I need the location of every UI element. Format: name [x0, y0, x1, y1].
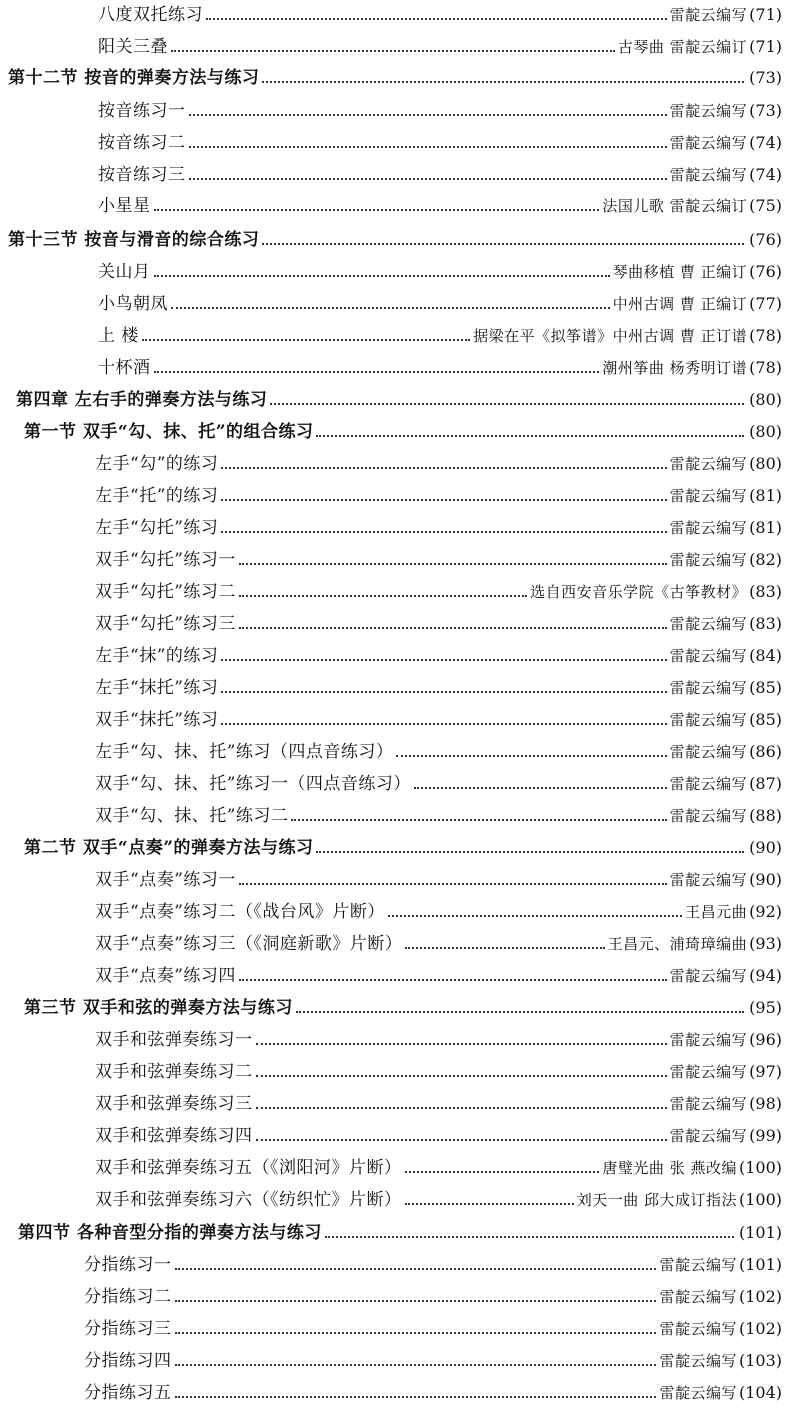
dot-leader — [239, 979, 667, 981]
entry-credit: 雷靛云编写 — [669, 807, 748, 825]
page-number: (101) — [738, 1255, 782, 1274]
toc-entry — [0, 1282, 790, 1308]
page-number: (80) — [749, 454, 782, 473]
entry-right — [670, 613, 782, 635]
dot-leader — [388, 915, 682, 917]
page-number: (100) — [738, 1190, 782, 1209]
entry-right — [747, 229, 782, 251]
dot-leader — [221, 467, 666, 469]
entry-title: 双手“点奏”练习二（《战台风》片断） — [95, 902, 385, 922]
entry-right — [602, 195, 782, 217]
entry-right — [613, 261, 782, 283]
toc-section — [0, 993, 790, 1019]
entry-title: 按音练习一 — [98, 101, 186, 121]
entry-credit: 雷靛云编写 — [669, 455, 748, 473]
entry-title: 双手“勾托”练习一 — [95, 550, 236, 570]
dot-leader — [396, 755, 666, 757]
toc-entry — [0, 1314, 790, 1340]
entry-credit: 雷靛云编写 — [659, 1256, 737, 1274]
entry-right — [747, 389, 782, 411]
dot-leader — [154, 209, 600, 211]
entry-right — [685, 901, 782, 923]
toc-entry — [0, 545, 790, 571]
entry-title: 八度双托练习 — [98, 5, 203, 25]
entry-right — [670, 1125, 782, 1147]
dot-leader — [256, 1075, 667, 1077]
toc-entry — [0, 609, 790, 635]
dot-leader — [142, 339, 470, 341]
entry-title: 双手“勾、抹、托”练习一（四点音练习） — [95, 774, 411, 794]
entry-credit: 选自西安音乐学院《古筝教材》 — [530, 583, 748, 601]
entry-right — [670, 709, 782, 731]
toc-entry — [0, 449, 790, 475]
toc-entry — [0, 0, 790, 26]
entry-credit: 雷靛云编写 — [669, 1063, 748, 1081]
toc-entry — [0, 1121, 790, 1147]
toc-entry — [0, 1185, 790, 1211]
toc-entry — [0, 577, 790, 603]
dot-leader — [221, 691, 666, 693]
entry-right — [670, 4, 782, 26]
dot-leader — [221, 723, 666, 725]
dot-leader — [256, 1107, 667, 1109]
page-number: (84) — [749, 646, 782, 665]
page-number: (76) — [749, 230, 782, 249]
page-number: (80) — [749, 422, 782, 441]
dot-leader — [405, 947, 604, 949]
entry-title: 第二节 双手“点奏”的弹奏方法与练习 — [24, 838, 314, 858]
entry-right — [670, 1093, 782, 1115]
entry-credit: 雷靛云编写 — [669, 1031, 748, 1049]
toc-entry — [0, 705, 790, 731]
entry-title: 第一节 双手“勾、抹、托”的组合练习 — [24, 422, 314, 442]
entry-title: 分指练习一 — [84, 1255, 172, 1275]
entry-title: 双手和弦弹奏练习六（《纺织忙》片断） — [95, 1190, 402, 1210]
dot-leader — [154, 275, 610, 277]
entry-right — [670, 549, 782, 571]
entry-credit: 法国儿歌 雷靛云编订 — [602, 197, 748, 215]
dot-leader — [262, 81, 744, 83]
dot-leader — [175, 1364, 657, 1366]
page-number: (102) — [738, 1319, 782, 1338]
entry-credit: 雷靛云编写 — [669, 519, 748, 537]
entry-title: 第十二节 按音的弹奏方法与练习 — [8, 68, 260, 88]
entry-title: 按音练习三 — [98, 165, 186, 185]
entry-right — [530, 581, 782, 603]
page-number: (87) — [749, 774, 782, 793]
entry-title: 按音练习二 — [98, 133, 186, 153]
entry-credit: 潮州筝曲 杨秀明订谱 — [602, 359, 748, 377]
page-number: (90) — [749, 870, 782, 889]
page-number: (83) — [749, 582, 782, 601]
dot-leader — [189, 114, 667, 116]
entry-credit: 雷靛云编写 — [669, 166, 748, 184]
toc-section — [0, 1218, 790, 1244]
entry-title: 分指练习三 — [84, 1319, 172, 1339]
page-number: (86) — [749, 742, 782, 761]
page-number: (93) — [749, 934, 782, 953]
page-number: (78) — [749, 326, 782, 345]
entry-title: 双手和弦弹奏练习一 — [95, 1030, 253, 1050]
toc-entry — [0, 321, 790, 347]
entry-right — [613, 293, 782, 315]
dot-leader — [171, 50, 615, 52]
entry-right — [670, 453, 782, 475]
dot-leader — [154, 371, 600, 373]
entry-title: 十杯酒 — [98, 358, 151, 378]
entry-credit: 雷靛云编写 — [669, 134, 748, 152]
toc-entry — [0, 1346, 790, 1372]
page-number: (82) — [749, 550, 782, 569]
entry-right — [473, 325, 782, 347]
dot-leader — [262, 243, 744, 245]
entry-right — [670, 164, 782, 186]
entry-credit: 雷靛云编写 — [669, 647, 748, 665]
toc-entry — [0, 897, 790, 923]
dot-leader — [189, 146, 667, 148]
entry-right — [577, 1189, 782, 1211]
dot-leader — [175, 1300, 657, 1302]
entry-right — [618, 36, 782, 58]
page-number: (104) — [738, 1383, 782, 1402]
entry-right — [670, 741, 782, 763]
entry-credit: 雷靛云编写 — [669, 711, 748, 729]
dot-leader — [239, 595, 527, 597]
entry-credit: 雷靛云编写 — [669, 1095, 748, 1113]
dot-leader — [175, 1332, 657, 1334]
page-number: (103) — [738, 1351, 782, 1370]
toc-entry — [0, 1089, 790, 1115]
entry-right — [670, 100, 782, 122]
page-number: (80) — [749, 390, 782, 409]
toc-entry — [0, 641, 790, 667]
toc-entry — [0, 96, 790, 122]
entry-credit: 据梁在平《拟筝谱》中州古调 曹 正订谱 — [473, 327, 748, 345]
entry-right — [608, 933, 782, 955]
entry-title: 小星星 — [98, 196, 151, 216]
entry-credit: 雷靛云编写 — [669, 679, 748, 697]
page-number: (85) — [749, 710, 782, 729]
dot-leader — [316, 435, 744, 437]
entry-title: 双手“勾托”练习三 — [95, 614, 236, 634]
toc-chapter — [0, 385, 790, 411]
entry-right — [670, 805, 782, 827]
entry-title: 左手“勾托”练习 — [95, 518, 219, 538]
page-number: (85) — [749, 678, 782, 697]
dot-leader — [175, 1268, 657, 1270]
page-number: (78) — [749, 358, 782, 377]
page-number: (100) — [738, 1158, 782, 1177]
toc-section — [0, 225, 790, 251]
page-number: (71) — [749, 5, 782, 24]
toc-entry — [0, 513, 790, 539]
entry-title: 左手“勾”的练习 — [95, 454, 219, 474]
dot-leader — [221, 531, 666, 533]
page-number: (98) — [749, 1094, 782, 1113]
entry-right — [747, 67, 782, 89]
dot-leader — [414, 787, 667, 789]
entry-title: 双手“点奏”练习三（《洞庭新歌》片断） — [95, 934, 403, 954]
entry-credit: 古琴曲 雷靛云编订 — [617, 38, 748, 56]
entry-credit: 刘天一曲 邱大成订指法 — [576, 1191, 737, 1209]
dot-leader — [239, 563, 667, 565]
entry-credit: 雷靛云编写 — [669, 871, 748, 889]
dot-leader — [221, 659, 666, 661]
toc-entry — [0, 1057, 790, 1083]
entry-title: 双手“点奏”练习一 — [95, 870, 236, 890]
dot-leader — [316, 851, 744, 853]
entry-credit: 雷靛云编写 — [659, 1384, 737, 1402]
entry-right — [747, 997, 782, 1019]
toc-entry — [0, 929, 790, 955]
page-number: (73) — [749, 68, 782, 87]
toc-entry — [0, 353, 790, 379]
entry-right — [602, 1157, 782, 1179]
entry-right — [747, 837, 782, 859]
page-number: (81) — [749, 518, 782, 537]
page-number: (94) — [749, 966, 782, 985]
toc-entry — [0, 289, 790, 315]
entry-credit: 雷靛云编写 — [669, 743, 748, 761]
page-number: (81) — [749, 486, 782, 505]
page-number: (77) — [749, 294, 782, 313]
dot-leader — [175, 1396, 657, 1398]
entry-right — [670, 1029, 782, 1051]
entry-right — [737, 1222, 782, 1244]
entry-right — [670, 965, 782, 987]
toc-section — [0, 417, 790, 443]
entry-title: 第三节 双手和弦的弹奏方法与练习 — [24, 998, 293, 1018]
toc-entry — [0, 1378, 790, 1404]
toc-entry — [0, 769, 790, 795]
entry-title: 第四节 各种音型分指的弹奏方法与练习 — [18, 1223, 322, 1243]
entry-credit: 雷靛云编写 — [659, 1352, 737, 1370]
page-number: (74) — [749, 165, 782, 184]
toc-entry — [0, 481, 790, 507]
entry-credit: 雷靛云编写 — [669, 551, 748, 569]
entry-credit: 雷靛云编写 — [659, 1320, 737, 1338]
entry-title: 小鸟朝凤 — [98, 294, 168, 314]
entry-right — [659, 1350, 782, 1372]
entry-title: 分指练习五 — [84, 1383, 172, 1403]
entry-credit: 中州古调 曹 正编订 — [612, 295, 748, 313]
entry-credit: 王昌元曲 — [685, 903, 748, 921]
toc-entry — [0, 737, 790, 763]
entry-title: 第四章 左右手的弹奏方法与练习 — [16, 390, 268, 410]
entry-credit: 雷靛云编写 — [669, 615, 748, 633]
page-number: (73) — [749, 101, 782, 120]
dot-leader — [206, 18, 667, 20]
dot-leader — [171, 307, 610, 309]
entry-right — [670, 869, 782, 891]
entry-title: 阳关三叠 — [98, 37, 168, 57]
entry-title: 左手“抹托”练习 — [95, 678, 219, 698]
page-number: (88) — [749, 806, 782, 825]
toc-entry — [0, 1025, 790, 1051]
toc-entry — [0, 1153, 790, 1179]
entry-credit: 雷靛云编写 — [669, 6, 748, 24]
entry-title: 第十三节 按音与滑音的综合练习 — [8, 230, 260, 250]
entry-right — [659, 1382, 782, 1404]
entry-right — [747, 421, 782, 443]
entry-credit: 雷靛云编写 — [669, 1127, 748, 1145]
toc-section — [0, 63, 790, 89]
entry-credit: 雷靛云编写 — [659, 1288, 737, 1306]
entry-title: 双手和弦弹奏练习五（《浏阳河》片断） — [95, 1158, 402, 1178]
dot-leader — [270, 403, 744, 405]
entry-title: 双手“点奏”练习四 — [95, 966, 236, 986]
page-number: (97) — [749, 1062, 782, 1081]
page-number: (90) — [749, 838, 782, 857]
page-number: (99) — [749, 1126, 782, 1145]
entry-title: 双手“抹托”练习 — [95, 710, 219, 730]
dot-leader — [221, 499, 666, 501]
entry-title: 左手“托”的练习 — [95, 486, 219, 506]
dot-leader — [325, 1236, 734, 1238]
entry-title: 分指练习二 — [84, 1287, 172, 1307]
entry-right — [659, 1286, 782, 1308]
dot-leader — [189, 178, 667, 180]
entry-credit: 雷靛云编写 — [669, 487, 748, 505]
page-number: (83) — [749, 614, 782, 633]
entry-credit: 雷靛云编写 — [669, 102, 748, 120]
entry-title: 左手“勾、抹、托”练习（四点音练习） — [95, 742, 394, 762]
toc-entry — [0, 128, 790, 154]
entry-right — [670, 773, 782, 795]
entry-credit: 王昌元、浦琦璋编曲 — [607, 935, 748, 953]
entry-title: 双手和弦弹奏练习四 — [95, 1126, 253, 1146]
entry-title: 左手“抹”的练习 — [95, 646, 219, 666]
toc-entry — [0, 865, 790, 891]
entry-title: 双手“勾托”练习二 — [95, 582, 236, 602]
page-number: (71) — [749, 37, 782, 56]
entry-right — [670, 1061, 782, 1083]
dot-leader — [405, 1171, 600, 1173]
entry-right — [670, 645, 782, 667]
toc-entry — [0, 961, 790, 987]
toc-entry — [0, 257, 790, 283]
entry-credit: 雷靛云编写 — [669, 775, 748, 793]
entry-title: 双手和弦弹奏练习二 — [95, 1062, 253, 1082]
entry-right — [670, 485, 782, 507]
entry-title: 关山月 — [98, 262, 151, 282]
page-number: (75) — [749, 196, 782, 215]
toc-entry — [0, 801, 790, 827]
page-number: (101) — [738, 1223, 782, 1242]
entry-title: 上 楼 — [98, 326, 139, 346]
entry-credit: 琴曲移植 曹 正编订 — [612, 263, 748, 281]
entry-right — [670, 517, 782, 539]
entry-right — [670, 132, 782, 154]
dot-leader — [296, 1011, 744, 1013]
entry-right — [659, 1318, 782, 1340]
entry-right — [670, 677, 782, 699]
toc-entry — [0, 1250, 790, 1276]
toc-section — [0, 833, 790, 859]
toc-entry — [0, 191, 790, 217]
entry-title: 双手“勾、抹、托”练习二 — [95, 806, 289, 826]
toc-entry — [0, 32, 790, 58]
toc-entry — [0, 673, 790, 699]
page-number: (76) — [749, 262, 782, 281]
page-number: (92) — [749, 902, 782, 921]
entry-right — [602, 357, 782, 379]
entry-title: 分指练习四 — [84, 1351, 172, 1371]
dot-leader — [256, 1139, 667, 1141]
toc-entry — [0, 160, 790, 186]
page-number: (102) — [738, 1287, 782, 1306]
dot-leader — [256, 1043, 667, 1045]
dot-leader — [239, 627, 667, 629]
page-number: (74) — [749, 133, 782, 152]
entry-right — [659, 1254, 782, 1276]
dot-leader — [405, 1203, 574, 1205]
dot-leader — [239, 883, 667, 885]
entry-title: 双手和弦弹奏练习三 — [95, 1094, 253, 1114]
entry-credit: 雷靛云编写 — [669, 967, 748, 985]
entry-credit: 唐璧光曲 张 燕改编 — [602, 1159, 737, 1177]
page-number: (95) — [749, 998, 782, 1017]
page-number: (96) — [749, 1030, 782, 1049]
dot-leader — [291, 819, 666, 821]
